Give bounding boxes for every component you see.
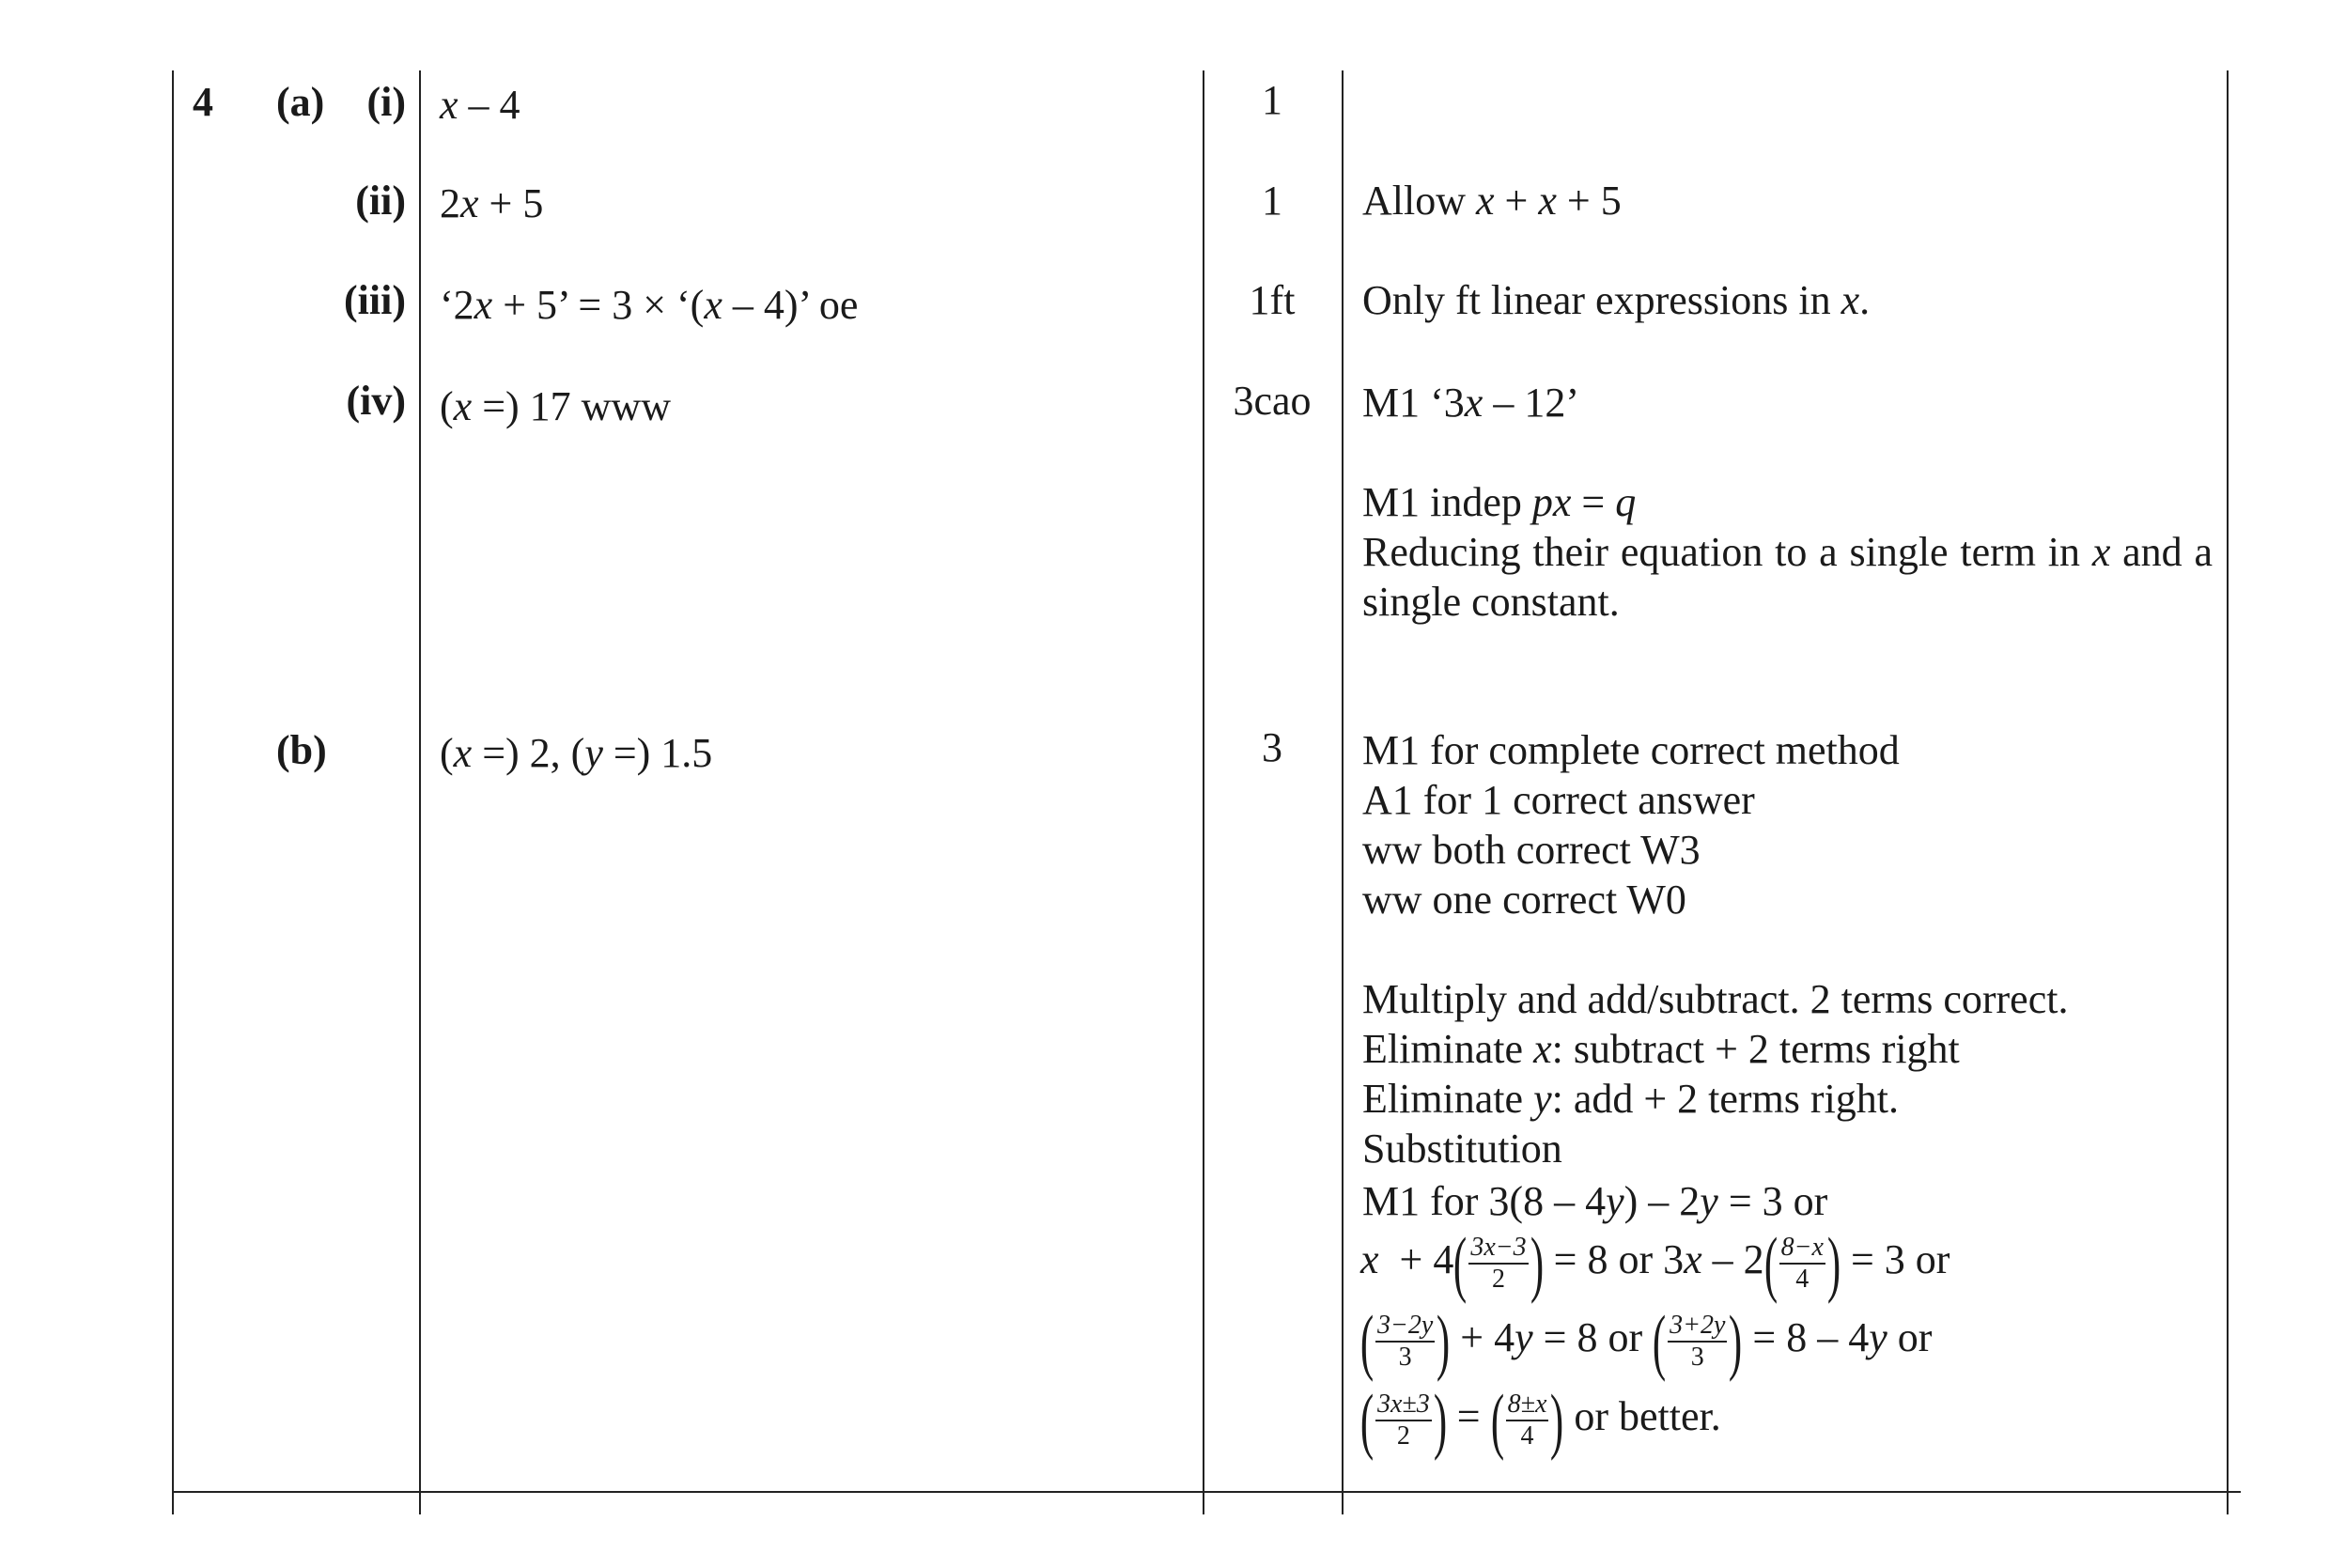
subpart-iv-label: (iv) xyxy=(346,378,406,424)
note-b-3: ww both correct W3 xyxy=(1362,827,1701,873)
table-border-left xyxy=(172,70,174,1514)
mark-iii: 1ft xyxy=(1249,277,1296,323)
method-line-8: ( $\frac{3x\pm 3}{2}$ ) = ( $\frac{8\pm x}{4}$ ) or better. xyxy=(1359,1378,1721,1461)
answer-i: x – 4 xyxy=(440,82,520,128)
part-a-label: (a) xyxy=(276,79,325,125)
question-number: 4 xyxy=(193,79,213,125)
subpart-i-label: (i) xyxy=(366,79,406,125)
fraction: $\frac{3+2y}{3}$ xyxy=(1670,1310,1726,1372)
mark-b: 3 xyxy=(1262,724,1282,770)
note-b-4: ww one correct W0 xyxy=(1362,877,1686,923)
fraction: $\frac{3x-3}{2}$ xyxy=(1470,1232,1527,1294)
fraction: $\frac{8-x}{4}$ xyxy=(1780,1232,1824,1294)
fraction: $\frac{8\pm x}{4}$ xyxy=(1507,1389,1547,1451)
table-bottom-rule xyxy=(172,1491,2241,1493)
mark-i: 1 xyxy=(1262,77,1282,123)
table-border-right xyxy=(2227,70,2229,1514)
note-b-1: M1 for complete correct method xyxy=(1362,727,1900,773)
table-divider-answer xyxy=(1203,70,1204,1514)
answer-b: (x =) 2, (y =) 1.5 xyxy=(440,730,713,776)
method-line-2: Eliminate x: subtract + 2 terms right xyxy=(1362,1026,1960,1072)
note-iv-2: M1 indep px = q xyxy=(1362,479,1637,525)
method-line-5: M1 for 3(8 – 4y) – 2y = 3 or xyxy=(1362,1178,1828,1224)
method-line-3: Eliminate y: add + 2 terms right. xyxy=(1362,1076,1900,1122)
note-iv-1: M1 ‘3x – 12’ xyxy=(1362,380,1579,426)
mark-iv: 3cao xyxy=(1233,378,1312,424)
note-iii: Only ft linear expressions in x. xyxy=(1362,277,1871,323)
method-line-1: Multiply and add/subtract. 2 terms correct. xyxy=(1362,976,2069,1022)
table-divider-part xyxy=(419,70,421,1514)
table-divider-mark xyxy=(1342,70,1344,1514)
method-line-4: Substitution xyxy=(1362,1126,1562,1172)
answer-iii: ‘2x + 5’ = 3 × ‘(x – 4)’ oe xyxy=(440,282,859,328)
mark-ii: 1 xyxy=(1262,178,1282,224)
answer-iv: (x =) 17 www xyxy=(440,383,671,429)
answer-ii: 2x + 5 xyxy=(440,180,544,226)
subpart-ii-label: (ii) xyxy=(355,178,406,224)
subpart-iii-label: (iii) xyxy=(344,277,406,323)
method-line-6: x + 4( $\frac{3x-3}{2}$ ) = 8 or 3x – 2( $\frac{8-x}{4}$ ) = 3 or xyxy=(1360,1221,1950,1304)
note-ii: Allow x + x + 5 xyxy=(1362,178,1622,224)
note-iv-3: Reducing their equation to a single term in x and a single constant. xyxy=(1362,529,2214,625)
method-line-7: ( $\frac{3-2y}{3}$ ) + 4y = 8 or ( $\frac{3+2y}{3}$ ) = 8 – 4y or xyxy=(1359,1299,1933,1382)
note-b-2: A1 for 1 correct answer xyxy=(1362,777,1755,823)
part-b-label: (b) xyxy=(276,727,327,773)
fraction: $\frac{3x\pm 3}{2}$ xyxy=(1376,1389,1430,1451)
fraction: $\frac{3-2y}{3}$ xyxy=(1376,1310,1434,1372)
